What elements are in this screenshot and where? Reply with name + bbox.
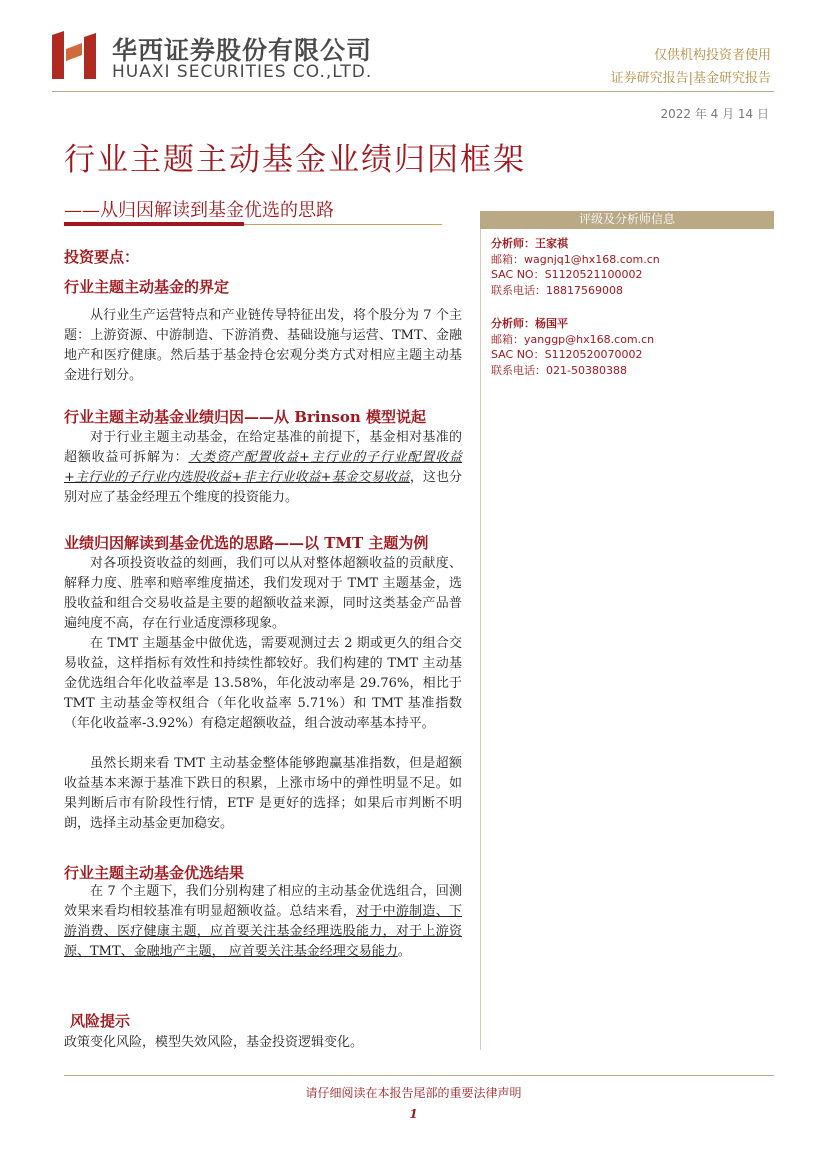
section-heading-definition: 行业主题主动基金的界定 [64,278,230,296]
analyst-name: 分析师：杨国平 [491,317,568,330]
analyst-name: 分析师：王家祺 [491,237,568,250]
analyst-sac: SAC NO：S1120521100002 [491,268,643,281]
audience-label: 仅供机构投资者使用 [653,48,771,63]
analyst-panel-border [480,229,481,1050]
section-heading-attribution: 行业主题主动基金业绩归因——从 Brinson 模型说起 [64,408,426,426]
analyst-panel-divider [480,228,774,229]
definition-paragraph: 从行业生产运营特点和产业链传导特征出发，将个股分为 7 个主题：上游资源、中游制造、下游消费、基础设施与运营、TMT、金融地产和医疗健康。然后基于基金持仓宏观分类方式对相应主题主动基金进行划分。 [64,308,462,383]
attribution-text-a: 对于行业主题主动基金，在给定基准的前提下，基金相对基准的超额收益可拆解为： [64,430,462,465]
tmt-paragraph-3: 虽然长期来看 TMT 主动基金整体能够跑赢基准指数，但是超额收益基本来源于基准下跌日的积累，上涨市场中的弹性明显不足。如果判断后市有阶段性行情，ETF 是更好的选择；如果后市判断不明朗，选择主动基金更加稳安。 [64,756,462,831]
analyst-card-1 [491,236,660,298]
analyst-sac: SAC NO：S1120520070002 [491,348,643,361]
attribution-formula: 大类资产配置收益+主行业的子行业配置收益+主行业的子行业内选股收益+非主行业收益+基金交易收益 [64,450,462,485]
company-name-en: HUAXI SECURITIES CO.,LTD. [112,62,373,82]
risk-heading: 风险提示 [70,1012,131,1030]
analyst-panel-header: 评级及分析师信息 [480,211,774,228]
report-date: 2022 年 4 月 14 日 [660,107,769,121]
header-divider [52,91,774,92]
results-text-a: 在 7 个主题下，我们分别构建了相应的主动基金优选组合，回测效果来看均相较基准有明显超额收益。总结来看， [64,884,462,919]
analyst-email: 邮箱：wagnjq1@hx168.com.cn [491,252,660,266]
analyst-email: 邮箱：yanggp@hx168.com.cn [491,332,655,346]
analyst-card-2 [491,316,654,378]
key-points-heading: 投资要点： [64,248,140,266]
company-name-cn: 华西证券股份有限公司 [112,36,373,65]
page-number: 1 [409,1107,418,1121]
attribution-paragraph [64,428,462,508]
huaxi-logo-icon [52,31,96,79]
results-conclusion: 对于中游制造、下游消费、医疗健康主题，应首要关注基金经理选股能力，对于上游资源、TMT、金融地产主题， 应首要关注基金经理交易能力 [64,904,462,959]
tmt-paragraph-2: 在 TMT 主题基金中做优选，需要观测过去 2 期或更久的组合交易收益，这样指标有效性和持续性都较好。我们构建的 TMT 主动基金优选组合年化收益率是 13.58%，年化波动率是 29.76%，相比于 TMT 主动基金等权组合（年化收益率 5.71%）和 TMT 基准指数（年化收益率-3.92%）有稳定超额收益，组合波动率基本持平。 [64,636,462,731]
results-text-c: 。 [397,944,411,959]
report-subtitle: ——从归因解读到基金优选的思路 [64,200,334,221]
subtitle-accent-bar [64,222,244,226]
legal-notice: 请仔细阅读在本报告尾部的重要法律声明 [305,1086,522,1100]
section-heading-tmt: 业绩归因解读到基金优选的思路——以 TMT 主题为例 [64,534,429,552]
analyst-phone: 联系电话：021-50380388 [491,363,627,377]
report-type-label: 证券研究报告|基金研究报告 [610,71,771,86]
footer-divider [64,1075,774,1076]
report-title: 行业主题主动基金业绩归因框架 [64,142,526,178]
risk-text: 政策变化风险，模型失效风险，基金投资逻辑变化。 [64,1035,364,1050]
tmt-paragraph-1: 对各项投资收益的刻画，我们可以从对整体超额收益的贡献度、解释力度、胜率和赔率维度描述，我们发现对于 TMT 主题基金，选股收益和组合交易收益是主要的超额收益来源，同时这类基金产品普遍纯度不高，存在行业适度漂移现象。 [64,556,462,631]
analyst-phone: 联系电话：18817569008 [491,283,623,297]
results-paragraph [64,882,462,962]
attribution-text-c: ，这也分别对应了基金经理五个维度的投资能力。 [64,470,462,505]
section-heading-results: 行业主题主动基金优选结果 [64,864,245,882]
